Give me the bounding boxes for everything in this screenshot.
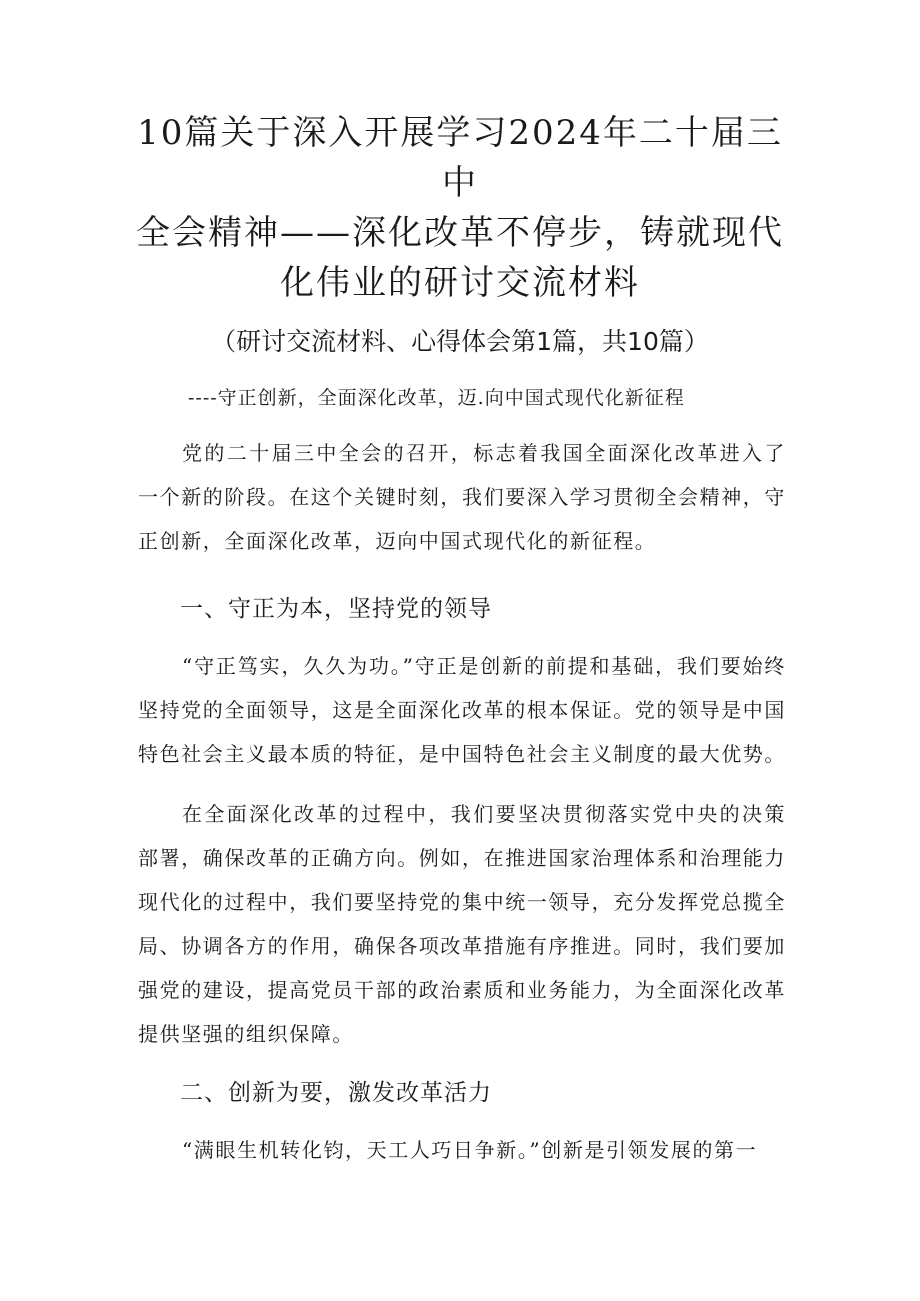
document-title [120, 108, 800, 308]
section-2-paragraph-1: “满眼生机转化钧，天工人巧日争新。”创新是引领发展的第一 [182, 1138, 758, 1162]
section-1-heading: 一、守正为本，坚持党的领导 [180, 596, 492, 622]
title-line-2: 全会精神——深化改革不停步，铸就现代 [136, 213, 784, 253]
intro-paragraph: 党的二十届三中全会的召开，标志着我国全面深化改革进入了一个新的阶段。在这个关键时刻，我们要深入学习贯彻全会精神，守正创新，全面深化改革，迈向中国式现代化的新征程。 [138, 441, 786, 553]
title-line-1: 10篇关于深入开展学习2024年二十届三中 [137, 113, 783, 203]
title-line-3: 化伟业的研讨交流材料 [280, 263, 640, 303]
section-1-paragraph-1: “守正笃实，久久为功。”守正是创新的前提和基础，我们要始终坚持党的全面领导，这是全面深化改革的根本保证。党的领导是中国特色社会主义最本质的特征，是中国特色社会主义制度的最大优势。 [138, 654, 786, 766]
theme-line: ----守正创新，全面深化改革，迈.向中国式现代化新征程 [188, 387, 685, 409]
section-1-paragraph-2: 在全面深化改革的过程中，我们要坚决贯彻落实党中央的决策部署，确保改革的正确方向。例如，在推进国家治理体系和治理能力现代化的过程中，我们要坚持党的集中统一领导，充分发挥党总揽全局、协调各方的作用，确保各项改革措施有序推进。同时，我们要加强党的建设，提高党员干部的政治素质和业务能力，为全面深化改革提供坚强的组织保障。 [138, 802, 786, 1046]
section-2-heading: 二、创新为要，激发改革活力 [180, 1080, 492, 1106]
document-subtitle: （研讨交流材料、心得体会第1篇，共10篇） [211, 327, 709, 356]
